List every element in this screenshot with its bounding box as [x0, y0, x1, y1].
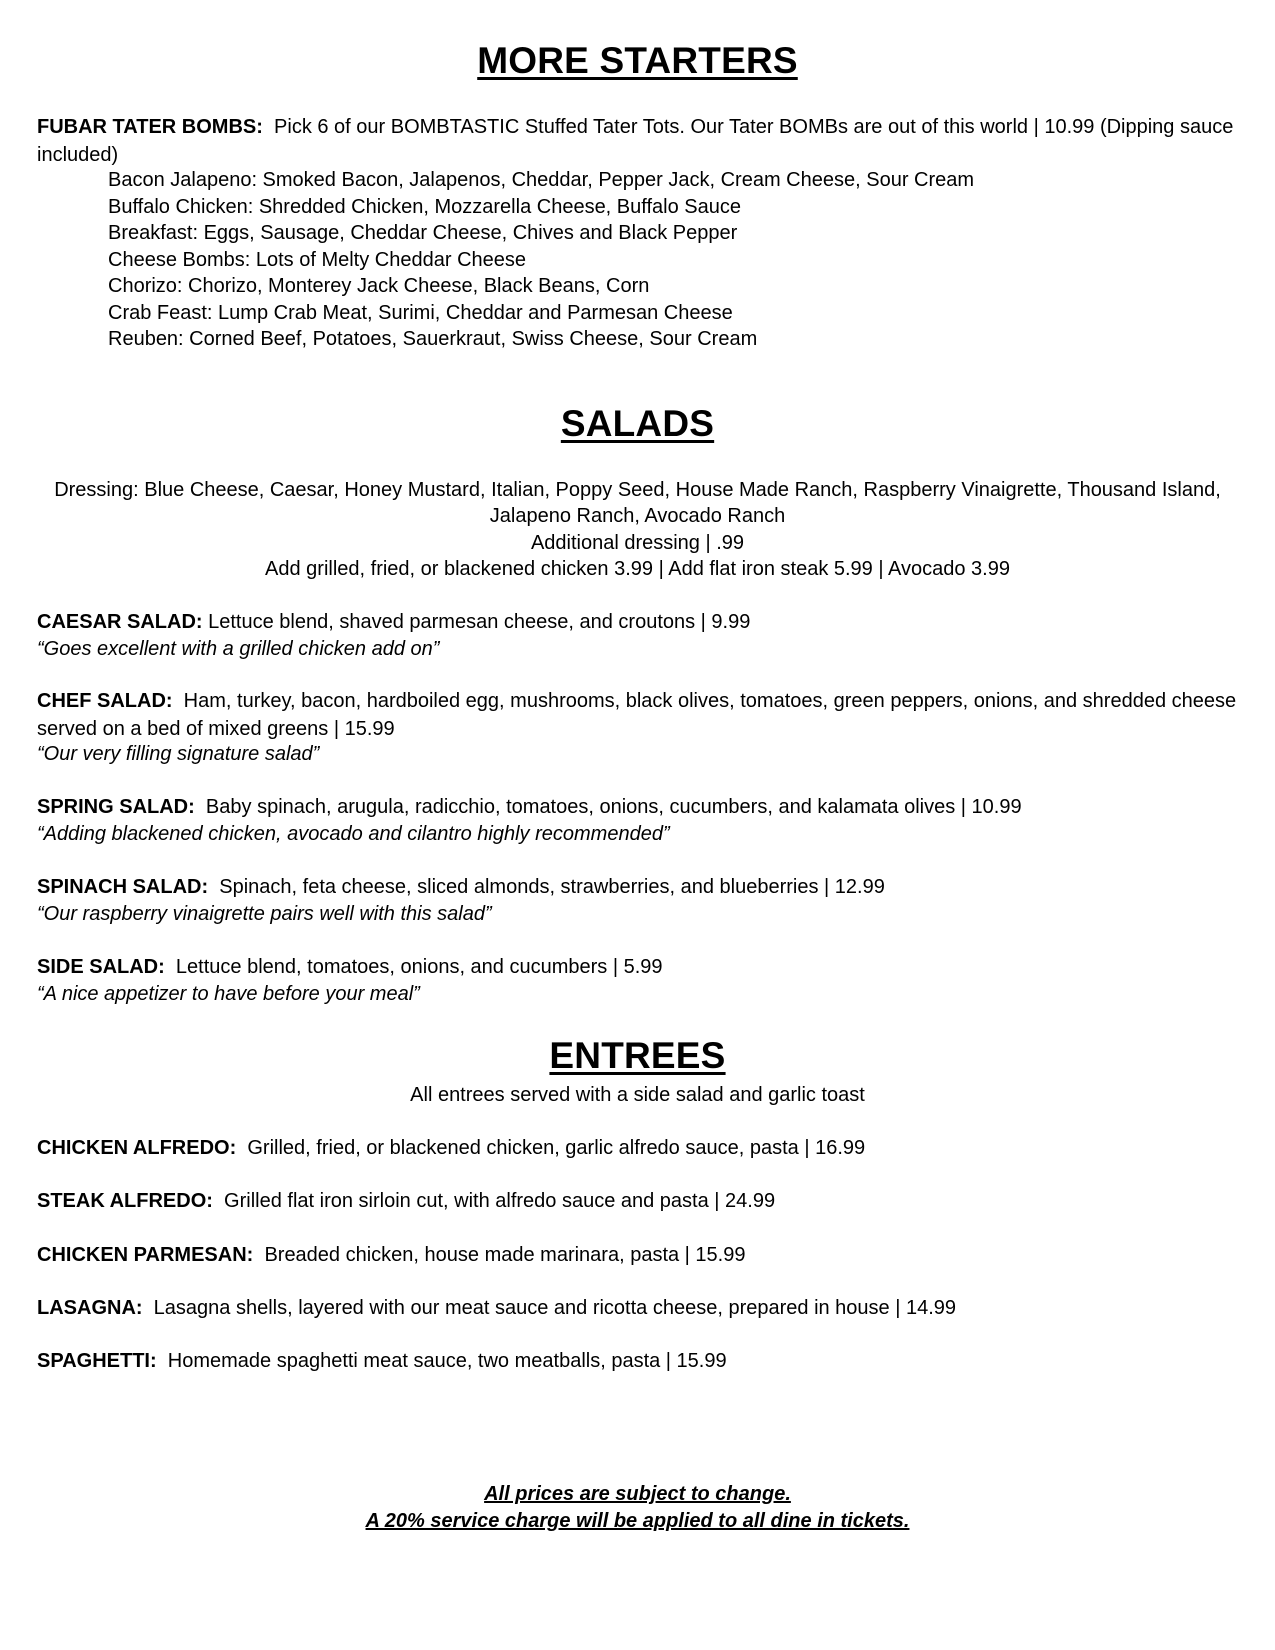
salad-item [37, 953, 663, 981]
salad-item [37, 608, 750, 636]
salads-heading: SALADS [560, 403, 715, 444]
salad-item [37, 793, 1022, 821]
salad-item [37, 687, 1237, 743]
dressing-options-cont: Jalapeno Ranch, Avocado Ranch [489, 505, 786, 527]
item-name: CHICKEN ALFREDO: [37, 1137, 237, 1159]
bomb-option: Breakfast: Eggs, Sausage, Cheddar Cheese, Chives and Black Pepper [108, 222, 738, 244]
item-name: SPINACH SALAD: [37, 876, 209, 898]
item-description: Grilled, fried, or blackened chicken, garlic alfredo sauce, pasta | 16.99 [247, 1137, 866, 1159]
salad-quote: “Adding blackened chicken, avocado and cilantro highly recommended” [37, 823, 670, 845]
entrees-subtitle: All entrees served with a side salad and garlic toast [410, 1084, 865, 1106]
dressing-options: Dressing: Blue Cheese, Caesar, Honey Mustard, Italian, Poppy Seed, House Made Ranch, Raspberry Vinaigrette, Thousand Island, [54, 479, 1221, 501]
bomb-option: Bacon Jalapeno: Smoked Bacon, Jalapenos, Cheddar, Pepper Jack, Cream Cheese, Sour Cream [108, 169, 975, 191]
item-description: Ham, turkey, bacon, hardboiled egg, mushrooms, black olives, tomatoes, green peppers, onions, and shredded cheese served on a bed of mixed greens | 15.99 [37, 690, 1237, 740]
item-name: STEAK ALFREDO: [37, 1190, 213, 1212]
item-description: Lasagna shells, layered with our meat sauce and ricotta cheese, prepared in house | 14.99 [153, 1297, 957, 1319]
item-name: CHEF SALAD: [37, 690, 173, 712]
item-description: Breaded chicken, house made marinara, pasta | 15.99 [264, 1244, 746, 1266]
bomb-option: Chorizo: Chorizo, Monterey Jack Cheese, Black Beans, Corn [108, 275, 650, 297]
additional-dressing: Additional dressing | .99 [530, 532, 745, 554]
entree-item [37, 1241, 745, 1269]
item-description: Lettuce blend, shaved parmesan cheese, and croutons | 9.99 [208, 611, 751, 633]
service-charge-notice: A 20% service charge will be applied to all dine in tickets. [365, 1510, 910, 1532]
salad-quote: “A nice appetizer to have before your meal” [37, 983, 420, 1005]
salad-quote: “Our raspberry vinaigrette pairs well with this salad” [37, 903, 492, 925]
bomb-option: Reuben: Corned Beef, Potatoes, Sauerkraut, Swiss Cheese, Sour Cream [108, 328, 758, 350]
salad-item [37, 873, 885, 901]
item-description: Homemade spaghetti meat sauce, two meatballs, pasta | 15.99 [167, 1350, 727, 1372]
item-name: CAESAR SALAD: [37, 611, 203, 633]
salad-addons: Add grilled, fried, or blackened chicken 3.99 | Add flat iron steak 5.99 | Avocado 3.99 [265, 558, 1010, 580]
item-name: CHICKEN PARMESAN: [37, 1244, 254, 1266]
price-disclaimer: All prices are subject to change. [484, 1483, 791, 1505]
entree-item [37, 1134, 865, 1162]
item-name: FUBAR TATER BOMBS: [37, 116, 263, 138]
item-description: Pick 6 of our BOMBTASTIC Stuffed Tater Tots. Our Tater BOMBs are out of this world | 10.99 (Dipping sauce included) [37, 116, 1234, 166]
item-description: Lettuce blend, tomatoes, onions, and cucumbers | 5.99 [175, 956, 663, 978]
bomb-option: Crab Feast: Lump Crab Meat, Surimi, Cheddar and Parmesan Cheese [108, 302, 733, 324]
item-description: Grilled flat iron sirloin cut, with alfredo sauce and pasta | 24.99 [224, 1190, 776, 1212]
starters-heading: MORE STARTERS [477, 40, 798, 81]
fubar-tater-bombs-item [37, 113, 1237, 169]
entrees-heading: ENTREES [549, 1035, 726, 1076]
salad-quote: “Our very filling signature salad” [37, 743, 320, 765]
item-name: LASAGNA: [37, 1297, 143, 1319]
item-name: SIDE SALAD: [37, 956, 165, 978]
bomb-option: Buffalo Chicken: Shredded Chicken, Mozzarella Cheese, Buffalo Sauce [108, 196, 741, 218]
item-name: SPAGHETTI: [37, 1350, 157, 1372]
item-name: SPRING SALAD: [37, 796, 195, 818]
item-description: Baby spinach, arugula, radicchio, tomatoes, onions, cucumbers, and kalamata olives | 10.99 [205, 796, 1022, 818]
item-description: Spinach, feta cheese, sliced almonds, strawberries, and blueberries | 12.99 [219, 876, 885, 898]
entree-item [37, 1187, 775, 1215]
salad-quote: “Goes excellent with a grilled chicken add on” [37, 638, 440, 660]
entree-item [37, 1347, 727, 1375]
bomb-option: Cheese Bombs: Lots of Melty Cheddar Cheese [108, 249, 526, 271]
entree-item [37, 1294, 956, 1322]
